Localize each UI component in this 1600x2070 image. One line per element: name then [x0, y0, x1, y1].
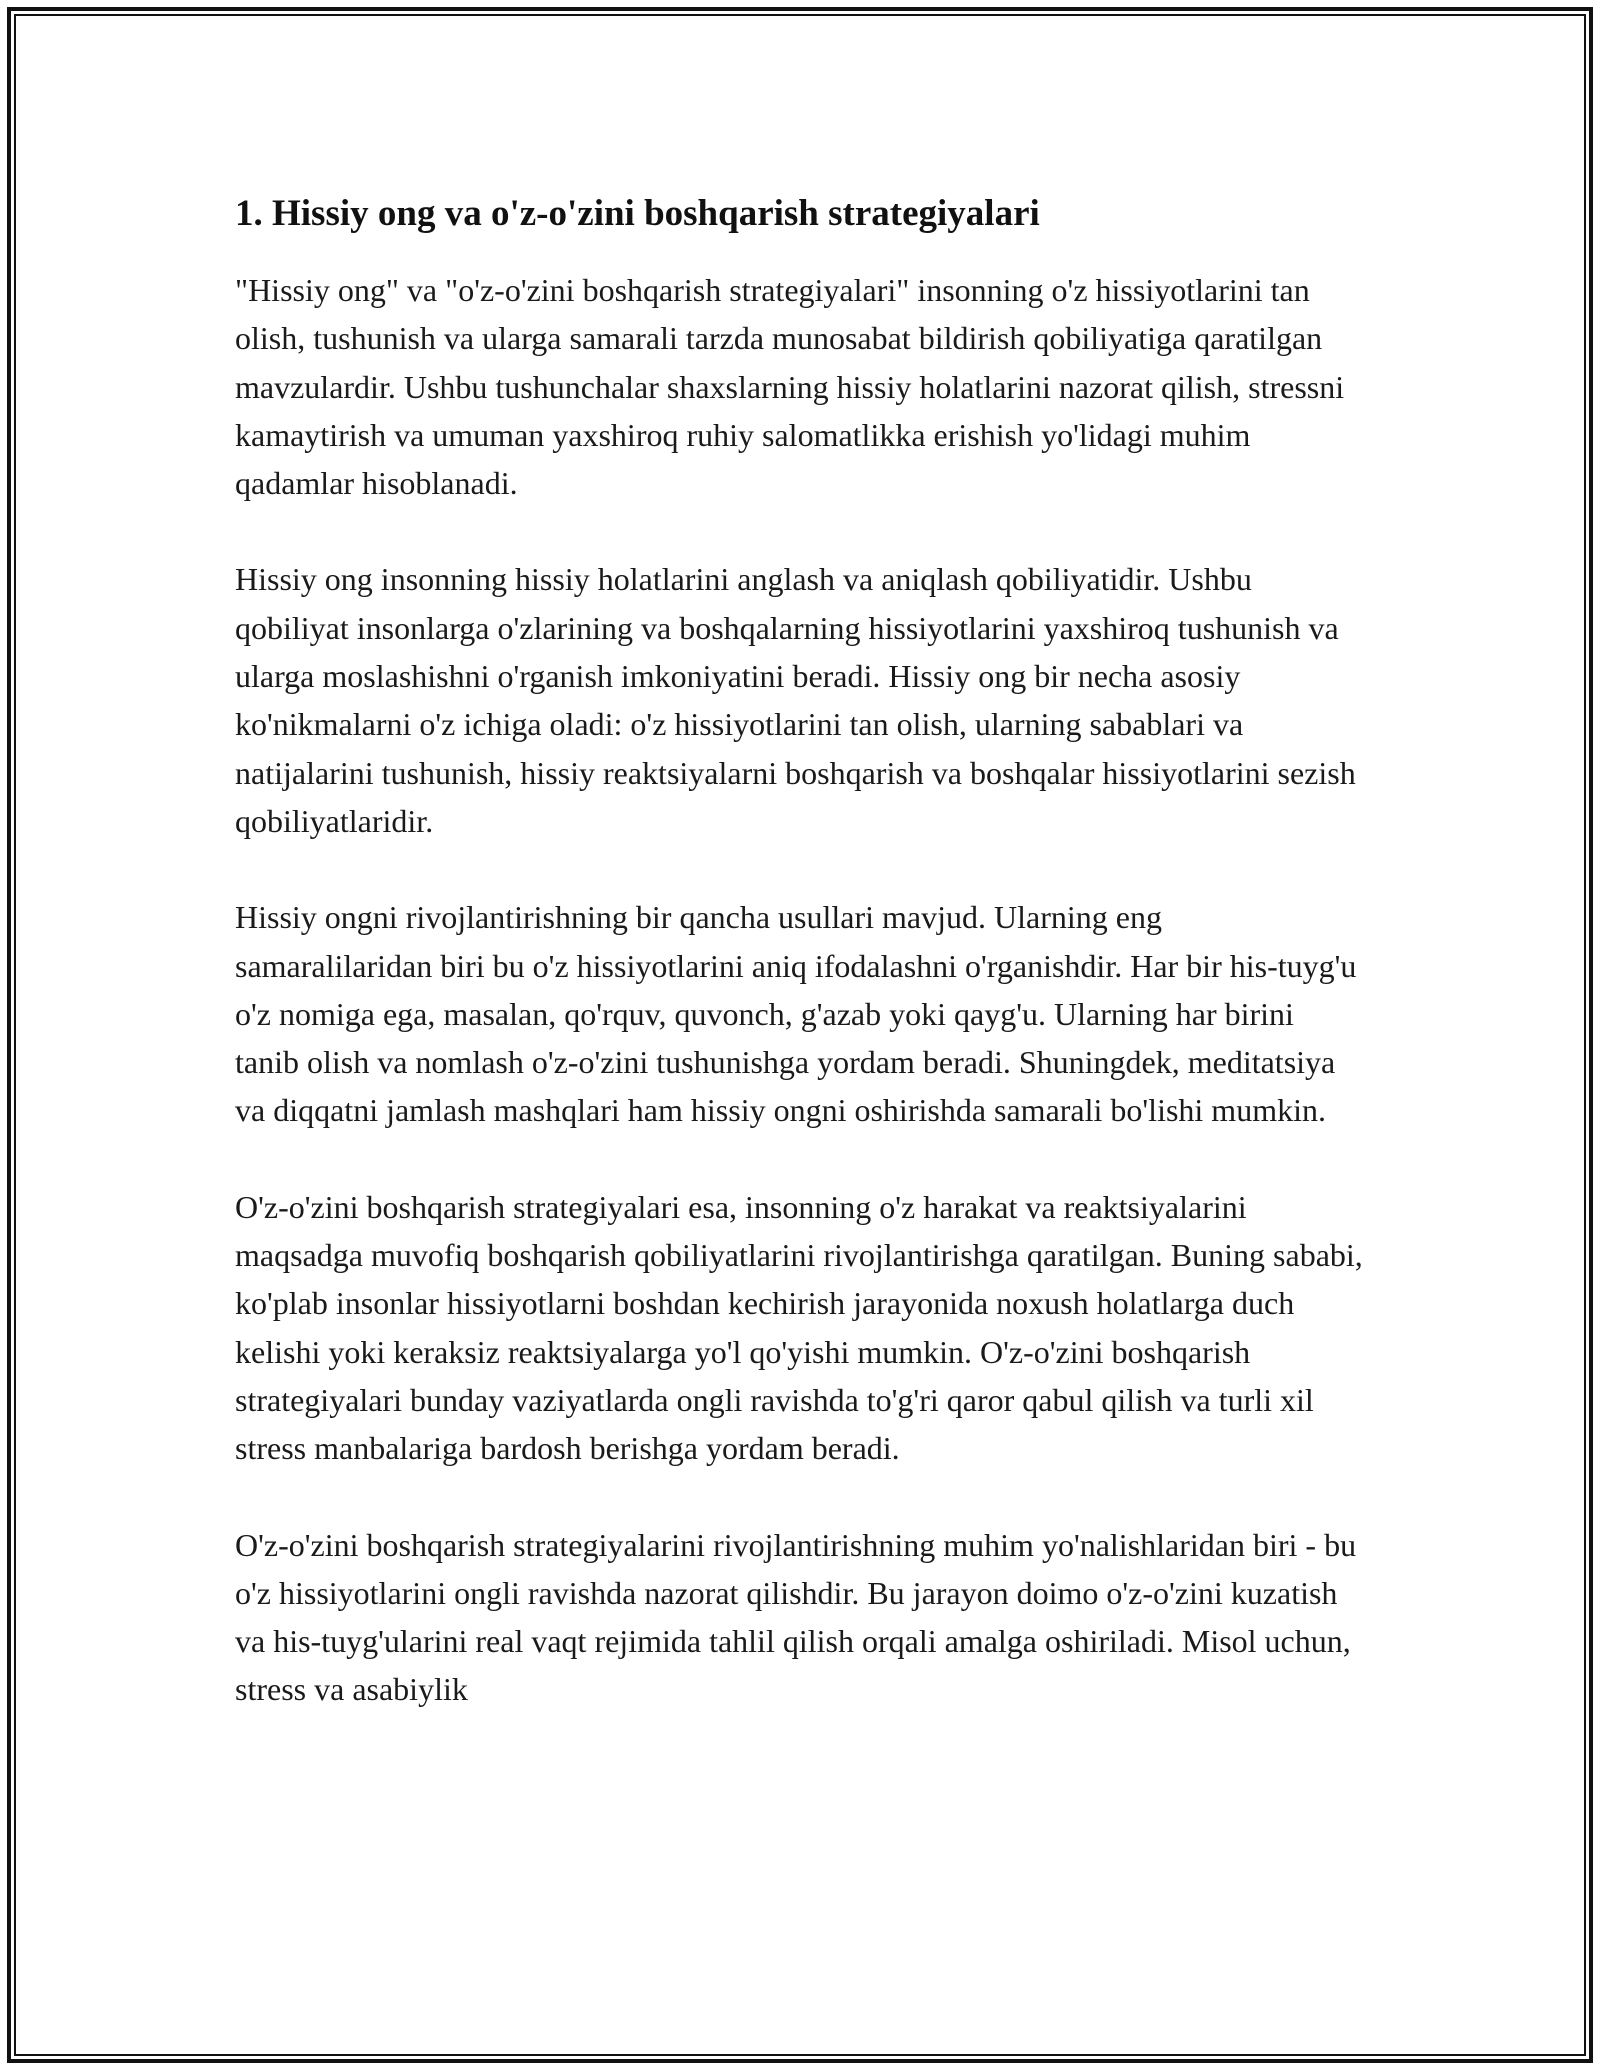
paragraph-development-methods: Hissiy ongni rivojlantirishning bir qancha usullari mavjud. Ularning eng samaralilaridan biri bu o'z hissiyotlarini aniq ifodalashni o'rganishdir. Har bir his-tuyg'u o'z nomiga ega, masalan, qo'rquv, quvonch, g'azab yoki qayg'u. Ularning har birini tanib olish va nomlash o'z-o'zini tushunishga yordam beradi. Shuningdek, meditatsiya va diqqatni jamlash mashqlari ham hissiy ongni oshirishda samarali bo'lishi mumkin. [235, 899, 1357, 1129]
section-heading: 1. Hissiy ong va o'z-o'zini boshqarish strategiyalari [235, 193, 1040, 234]
paragraph-self-management: O'z-o'zini boshqarish strategiyalari esa, insonning o'z harakat va reaktsiyalarini maqsadga muvofiq boshqarish qobiliyatlarini rivojlantirishga qaratilgan. Buning sababi, ko'plab insonlar hissiyotlarni boshdan kechirish jarayonida noxush holatlarga duch kelishi yoki keraksiz reaktsiyalarga yo'l qo'yishi mumkin. O'z-o'zini boshqarish strategiyalari bunday vaziyatlarda ongli ravishda to'g'ri qaror qabul qilish va turli xil stress manbalariga bardosh berishga yordam beradi. [235, 1188, 1363, 1467]
paragraph-intro: "Hissiy ong" va "o'z-o'zini boshqarish strategiyalari" insonning o'z hissiyotlarini tan olish, tushunish va ularga samarali tarzda munosabat bildirish qobiliyatiga qaratilgan mavzulardir. Ushbu tushunchalar shaxslarning hissiy holatlarini nazorat qilish, stressni kamaytirish va umuman yaxshiroq ruhiy salomatlikka erishish yo'lidagi muhim qadamlar hisoblanadi. [235, 272, 1345, 502]
paragraph-conscious-control: O'z-o'zini boshqarish strategiyalarini rivojlantirishning muhim yo'nalishlaridan biri - bu o'z hissiyotlarini ongli ravishda nazorat qilishdir. Bu jarayon doimo o'z-o'zini kuzatish va his-tuyg'ularini real vaqt rejimida tahlil qilish orqali amalga oshiriladi. Misol uchun, stress va asabiylik [235, 1526, 1357, 1708]
document-body [235, 186, 1365, 1762]
paragraph-emotional-awareness: Hissiy ong insonning hissiy holatlarini anglash va aniqlash qobiliyatidir. Ushbu qobiliyat insonlarga o'zlarining va boshqalarning hissiyotlarini yaxshiroq tushunish va ularga moslashishni o'rganish imkoniyatini beradi. Hissiy ong bir necha asosiy ko'nikmalarni o'z ichiga oladi: o'z hissiyotlarini tan olish, ularning sabablari va natijalarini tushunish, hissiy reaktsiyalarni boshqarish va boshqalar hissiyotlarini sezish qobiliyatlaridir. [235, 561, 1356, 839]
